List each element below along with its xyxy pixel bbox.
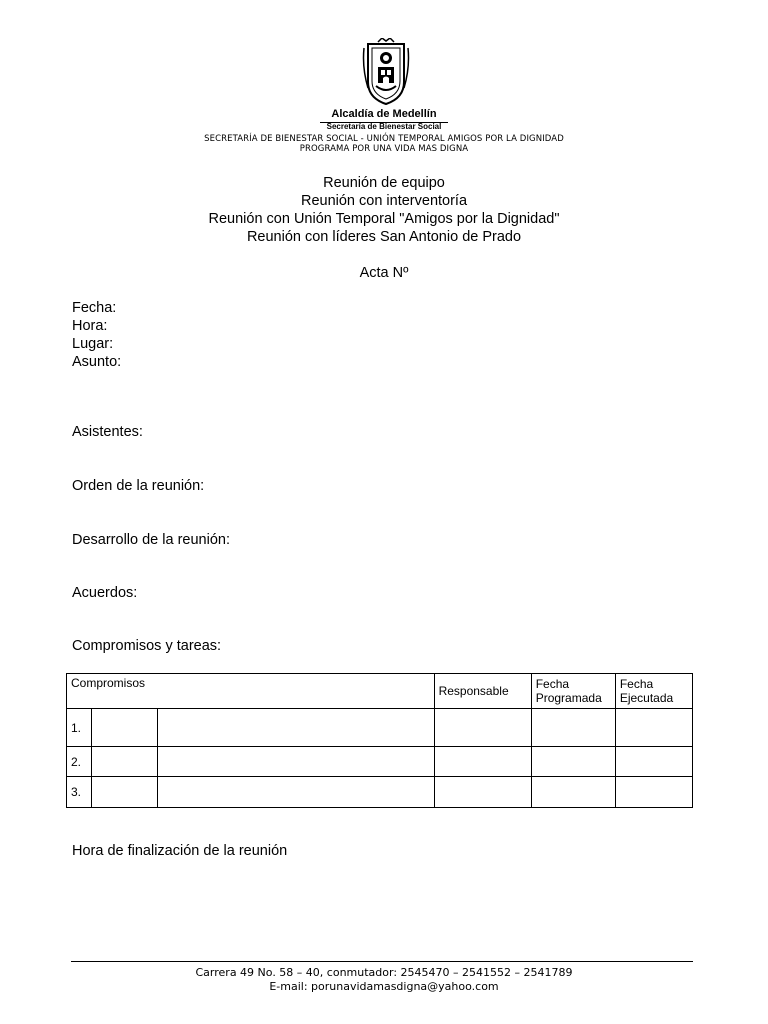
table-header-row [67,674,693,709]
end-time-label: Hora de finalización de la reunión [72,843,288,859]
table-cell [92,747,158,777]
table-cell [434,747,531,777]
header-fecha-ejecutada: Fecha Ejecutada [615,674,692,709]
table-cell [158,709,434,747]
table-row [67,747,693,777]
header-line-2: PROGRAMA POR UNA VIDA MAS DIGNA [299,144,469,154]
title-line: Reunión con Unión Temporal "Amigos por la Dignidad" [208,211,560,227]
field-fecha: Fecha: [72,300,117,316]
org-subtitle: Secretaría de Bienestar Social [326,122,442,131]
row-number: 3. [67,777,92,808]
acta-number-label: Acta Nº [359,265,409,281]
section-compromisos: Compromisos y tareas: [72,638,222,654]
table-cell [531,747,615,777]
org-name: Alcaldía de Medellín [331,108,437,120]
header-compromisos: Compromisos [67,674,435,709]
section-asistentes: Asistentes: [72,424,143,440]
table-row [67,709,693,747]
section-acuerdos: Acuerdos: [72,585,138,601]
header-line-1: SECRETARÍA DE BIENESTAR SOCIAL - UNIÓN TEMPORAL AMIGOS POR LA DIGNIDAD [204,134,564,144]
footer-email: E-mail: porunavidamasdigna@yahoo.com [269,980,499,993]
table-cell [92,709,158,747]
table-cell [531,709,615,747]
table-row [67,777,693,808]
field-asunto: Asunto: [72,354,122,370]
row-number: 1. [67,709,92,747]
header-responsable: Responsable [434,674,531,709]
section-desarrollo: Desarrollo de la reunión: [72,532,230,548]
table-cell [615,709,692,747]
table-cell [92,777,158,808]
table-cell [531,777,615,808]
footer-address: Carrera 49 No. 58 – 40, conmutador: 2545470 – 2541552 – 2541789 [195,966,573,979]
footer-divider [71,961,693,962]
title-line: Reunión de equipo [323,175,445,191]
title-line: Reunión con interventoría [300,193,468,209]
field-hora: Hora: [72,318,108,334]
table-cell [158,777,434,808]
table-cell [615,747,692,777]
table-cell [615,777,692,808]
title-line: Reunión con líderes San Antonio de Prado [246,229,522,245]
header-fecha-programada: Fecha Programada [531,674,615,709]
tasks-table [66,673,693,808]
coat-of-arms-icon [362,38,410,106]
section-orden: Orden de la reunión: [72,478,205,494]
table-cell [434,777,531,808]
row-number: 2. [67,747,92,777]
table-cell [158,747,434,777]
field-lugar: Lugar: [72,336,114,352]
table-cell [434,709,531,747]
